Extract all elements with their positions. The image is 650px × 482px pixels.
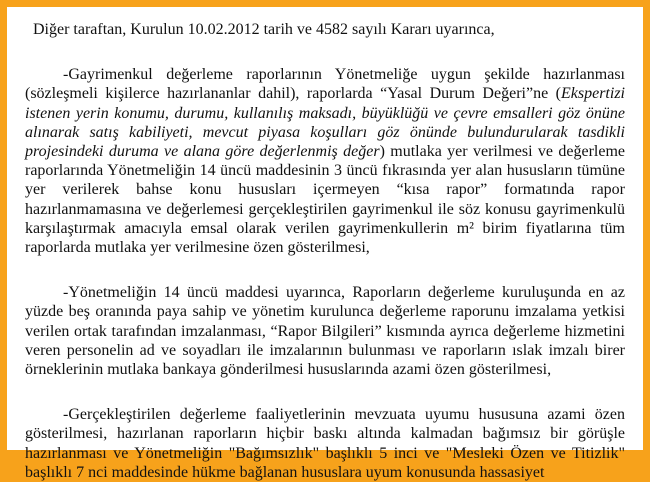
document-page — [7, 7, 643, 481]
paragraph-2-text: -Yönetmeliğin 14 üncü maddesi uyarınca, Raporların değerleme kuruluşunda en az yüzde beş oranında paya sahip ve yönetim kurulunca değerleme raporunu imzalama yetkisi verilen ortak tarafından imzalanması, “Rapor Bilgileri” kısmında ayrıca değerleme hizmetini veren personelin ad ve soyadları ile imzalarının bulunması ve raporların ıslak imzalı birer örneklerinin mutlaka bankaya gönderilmesi hususlarında azami özen gösterilmesi, — [25, 284, 625, 379]
intro-line: Diğer taraftan, Kurulun 10.02.2012 tarih ve 4582 sayılı Kararı uyarınca, — [33, 21, 495, 38]
paragraph-3 — [25, 405, 625, 482]
paragraph-2 — [25, 283, 625, 379]
paragraph-3-text: -Gerçekleştirilen değerleme faaliyetlerinin mevzuata uyumu hususuna azami özen gösterilmesi, hazırlanan raporların hiçbir baskı altında kalmadan bağımsız bir görüşle hazırlanması ve Yönetmeliğin "Bağımsızlık" başlıklı 5 inci ve "Mesleki Özen ve Titizlik" başlıklı 7 nci maddesinde hükme bağlanan hususlara uyum konusunda hassasiyet — [25, 406, 625, 481]
paragraph-1-text-a: -Gayrimenkul değerleme raporlarının Yönetmeliğe uygun şekilde hazırlanması (sözleşmeli kişilerce hazırlananlar dahil), raporlarda “Yasal Durum Değeri”ne ( — [25, 66, 625, 103]
paragraph-1-text-b: ) mutlaka yer verilmesi ve değerleme raporlarında Yönetmeliğin 14 üncü maddesinin 3 üncü fıkrasında yer alan hususların tümüne yer verilerek bahse konu hususları içermeyen “kısa rapor” formatında rapor hazırlanmamasına ve değerlemesi gerçekleştirilen gayrimenkul ile söz konusu gayrimenkulü karşılaştırmak amacıyla emsal olarak verilen gayrimenkullerin m² birim fiyatlarına tüm raporlarda mutlaka yer verilmesine özen gösterilmesi, — [25, 143, 626, 257]
document-text — [25, 7, 625, 482]
paragraph-1-italic-definition: Ekspertizi istenen yerin konumu, durumu, kullanılış maksadı, büyüklüğü ve çevre emsalleri göz önüne alınarak satış kabiliyeti, mevcut piyasa koşulları göz önünde bulundurularak tasdikli projesindeki duruma ve alana göre değerlenmiş değer — [25, 85, 625, 161]
paragraph-1 — [25, 65, 625, 257]
